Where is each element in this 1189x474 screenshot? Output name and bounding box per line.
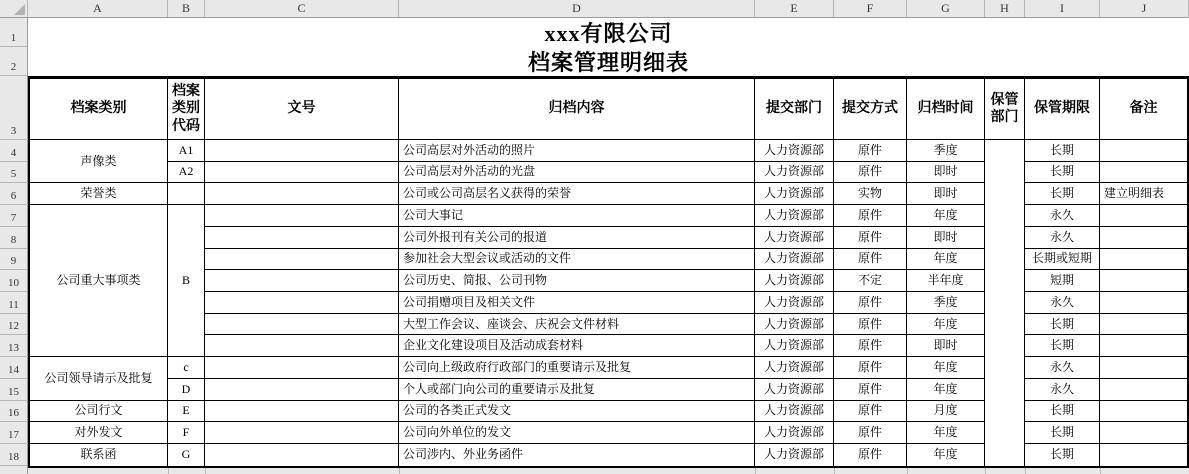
cell-period[interactable]: 长期 bbox=[1025, 140, 1100, 162]
cell-method[interactable]: 原件 bbox=[834, 401, 907, 423]
cell-category[interactable]: 荣誉类 bbox=[30, 183, 168, 205]
cell-note[interactable] bbox=[1100, 314, 1187, 336]
cell-note[interactable] bbox=[1100, 205, 1187, 227]
cell-time[interactable]: 年度 bbox=[907, 357, 985, 379]
cell-period[interactable]: 永久 bbox=[1025, 357, 1100, 379]
cell-doc-no[interactable] bbox=[205, 162, 399, 184]
cell-method[interactable]: 原件 bbox=[834, 249, 907, 271]
cell-code[interactable]: c bbox=[168, 357, 205, 379]
cell-content[interactable]: 公司大事记 bbox=[399, 205, 755, 227]
header-content[interactable]: 归档内容 bbox=[399, 79, 755, 140]
cell-method[interactable]: 原件 bbox=[834, 357, 907, 379]
cell-doc-no[interactable] bbox=[205, 292, 399, 314]
cell-dept[interactable]: 人力资源部 bbox=[755, 249, 834, 271]
cell-category[interactable]: 声像类 bbox=[30, 140, 168, 183]
cell-content[interactable]: 企业文化建设项目及活动成套材料 bbox=[399, 335, 755, 357]
cell-period[interactable]: 长期 bbox=[1025, 401, 1100, 423]
cell-time[interactable]: 半年度 bbox=[907, 270, 985, 292]
gridline-tick bbox=[1100, 468, 1101, 474]
column-header-b[interactable]: B bbox=[168, 0, 205, 17]
header-note[interactable]: 备注 bbox=[1100, 79, 1187, 140]
cell-content[interactable]: 公司或公司高层名义获得的荣誉 bbox=[399, 183, 755, 205]
cell-doc-no[interactable] bbox=[205, 227, 399, 249]
column-header-c[interactable]: C bbox=[205, 0, 399, 17]
column-header-j[interactable]: J bbox=[1100, 0, 1189, 17]
cell-dept[interactable]: 人力资源部 bbox=[755, 292, 834, 314]
cell-content[interactable]: 大型工作会议、座谈会、庆祝会文件材料 bbox=[399, 314, 755, 336]
cell-period[interactable]: 长期 bbox=[1025, 314, 1100, 336]
cell-code[interactable]: B bbox=[168, 205, 205, 357]
cell-content[interactable]: 公司涉内、外业务函件 bbox=[399, 444, 755, 466]
column-header-g[interactable]: G bbox=[907, 0, 985, 17]
row-header[interactable]: 5 bbox=[0, 162, 27, 184]
cell-doc-no[interactable] bbox=[205, 444, 399, 466]
cell-note[interactable] bbox=[1100, 444, 1187, 466]
cell-time[interactable]: 年度 bbox=[907, 379, 985, 401]
cell-time[interactable]: 即时 bbox=[907, 335, 985, 357]
cell-category[interactable]: 对外发文 bbox=[30, 422, 168, 444]
cell-method[interactable]: 原件 bbox=[834, 205, 907, 227]
cell-doc-no[interactable] bbox=[205, 379, 399, 401]
cell-method[interactable]: 实物 bbox=[834, 183, 907, 205]
cell-category[interactable]: 公司领导请示及批复 bbox=[30, 357, 168, 400]
cell-note[interactable] bbox=[1100, 249, 1187, 271]
cell-doc-no[interactable] bbox=[205, 249, 399, 271]
cell-time[interactable]: 年度 bbox=[907, 422, 985, 444]
cell-dept[interactable]: 人力资源部 bbox=[755, 162, 834, 184]
column-header-i[interactable]: I bbox=[1025, 0, 1100, 17]
gridline-tick bbox=[907, 468, 908, 474]
select-all-corner[interactable] bbox=[0, 0, 28, 17]
cell-content[interactable]: 公司高层对外活动的光盘 bbox=[399, 162, 755, 184]
cell-code[interactable]: G bbox=[168, 444, 205, 466]
column-header-f[interactable]: F bbox=[834, 0, 907, 17]
header-time[interactable]: 归档时间 bbox=[907, 79, 985, 140]
cell-content[interactable]: 公司的各类正式发文 bbox=[399, 401, 755, 423]
cell-content[interactable]: 参加社会大型会议或活动的文件 bbox=[399, 249, 755, 271]
row-header-strip bbox=[0, 18, 28, 474]
column-header-d[interactable]: D bbox=[399, 0, 755, 17]
cell-method[interactable]: 原件 bbox=[834, 292, 907, 314]
cell-doc-no[interactable] bbox=[205, 140, 399, 162]
cell-content[interactable]: 个人或部门向公司的重要请示及批复 bbox=[399, 379, 755, 401]
title-company[interactable]: xxx有限公司 bbox=[544, 21, 673, 46]
cell-dept[interactable]: 人力资源部 bbox=[755, 444, 834, 466]
gridline-tick bbox=[399, 468, 400, 474]
gridline-tick bbox=[168, 468, 169, 474]
cell-time[interactable]: 年度 bbox=[907, 314, 985, 336]
row-header[interactable]: 17 bbox=[0, 422, 27, 444]
column-header-e[interactable]: E bbox=[755, 0, 834, 17]
cell-method[interactable]: 不定 bbox=[834, 270, 907, 292]
header-keep-dept[interactable]: 保管部门 bbox=[985, 79, 1025, 140]
cell-doc-no[interactable] bbox=[205, 422, 399, 444]
cell-doc-no[interactable] bbox=[205, 335, 399, 357]
cell-dept[interactable]: 人力资源部 bbox=[755, 270, 834, 292]
cell-note[interactable] bbox=[1100, 357, 1187, 379]
column-header-strip bbox=[0, 0, 1189, 18]
cell-keep-dept[interactable] bbox=[985, 140, 1025, 466]
cell-dept[interactable]: 人力资源部 bbox=[755, 314, 834, 336]
gridline-tick bbox=[205, 468, 206, 474]
cell-method[interactable]: 原件 bbox=[834, 335, 907, 357]
cell-period[interactable]: 长期 bbox=[1025, 183, 1100, 205]
row-header[interactable]: 4 bbox=[0, 140, 27, 162]
cell-category[interactable]: 公司重大事项类 bbox=[30, 205, 168, 357]
cell-note[interactable] bbox=[1100, 422, 1187, 444]
cell-content[interactable]: 公司捐赠项目及相关文件 bbox=[399, 292, 755, 314]
cell-method[interactable]: 原件 bbox=[834, 227, 907, 249]
cell-time[interactable]: 即时 bbox=[907, 183, 985, 205]
cell-code[interactable]: A1 bbox=[168, 140, 205, 162]
row-header[interactable]: 1 bbox=[0, 18, 27, 47]
cell-content[interactable]: 公司历史、简报、公司刊物 bbox=[399, 270, 755, 292]
cell-code[interactable]: F bbox=[168, 422, 205, 444]
cell-dept[interactable]: 人力资源部 bbox=[755, 205, 834, 227]
cell-time[interactable]: 季度 bbox=[907, 140, 985, 162]
cell-time[interactable]: 年度 bbox=[907, 205, 985, 227]
row-header[interactable]: 6 bbox=[0, 183, 27, 205]
cell-doc-no[interactable] bbox=[205, 401, 399, 423]
cell-dept[interactable]: 人力资源部 bbox=[755, 422, 834, 444]
gridline-tick bbox=[1025, 468, 1026, 474]
cell-note[interactable] bbox=[1100, 335, 1187, 357]
header-code[interactable]: 档案类别代码 bbox=[168, 79, 205, 140]
cell-time[interactable]: 年度 bbox=[907, 444, 985, 466]
cell-content[interactable]: 公司外报刊有关公司的报道 bbox=[399, 227, 755, 249]
gridline-tick bbox=[834, 468, 835, 474]
cell-method[interactable]: 原件 bbox=[834, 140, 907, 162]
cell-note[interactable] bbox=[1100, 292, 1187, 314]
cell-period[interactable]: 长期或短期 bbox=[1025, 249, 1100, 271]
cell-time[interactable]: 即时 bbox=[907, 227, 985, 249]
row-header[interactable]: 11 bbox=[0, 292, 27, 314]
select-all-icon bbox=[14, 4, 25, 15]
cell-doc-no[interactable] bbox=[205, 205, 399, 227]
cell-period[interactable]: 永久 bbox=[1025, 227, 1100, 249]
header-category[interactable]: 档案类别 bbox=[30, 79, 168, 140]
cell-code[interactable]: D bbox=[168, 379, 205, 401]
header-method[interactable]: 提交方式 bbox=[834, 79, 907, 140]
row-header[interactable]: 12 bbox=[0, 314, 27, 336]
cell-content[interactable]: 公司向外单位的发文 bbox=[399, 422, 755, 444]
cell-method[interactable]: 原件 bbox=[834, 444, 907, 466]
cell-time[interactable]: 即时 bbox=[907, 162, 985, 184]
cell-period[interactable]: 长期 bbox=[1025, 162, 1100, 184]
cell-note[interactable] bbox=[1100, 379, 1187, 401]
cell-time[interactable]: 季度 bbox=[907, 292, 985, 314]
row-header[interactable]: 16 bbox=[0, 401, 27, 423]
header-doc-no[interactable]: 文号 bbox=[205, 79, 399, 140]
cell-period[interactable]: 永久 bbox=[1025, 205, 1100, 227]
cell-note[interactable] bbox=[1100, 162, 1187, 184]
gridline-tick bbox=[755, 468, 756, 474]
cell-method[interactable]: 原件 bbox=[834, 162, 907, 184]
cell-note[interactable] bbox=[1100, 270, 1187, 292]
row-header[interactable]: 7 bbox=[0, 205, 27, 227]
cell-code[interactable] bbox=[168, 183, 205, 205]
row-header[interactable]: 8 bbox=[0, 227, 27, 249]
cell-period[interactable]: 短期 bbox=[1025, 270, 1100, 292]
column-header-a[interactable]: A bbox=[28, 0, 168, 17]
cell-dept[interactable]: 人力资源部 bbox=[755, 140, 834, 162]
cell-time[interactable]: 年度 bbox=[907, 249, 985, 271]
cell-period[interactable]: 长期 bbox=[1025, 335, 1100, 357]
cell-dept[interactable]: 人力资源部 bbox=[755, 357, 834, 379]
cell-dept[interactable]: 人力资源部 bbox=[755, 401, 834, 423]
cell-dept[interactable]: 人力资源部 bbox=[755, 227, 834, 249]
cell-dept[interactable]: 人力资源部 bbox=[755, 335, 834, 357]
cell-period[interactable]: 长期 bbox=[1025, 444, 1100, 466]
row-header[interactable]: 2 bbox=[0, 47, 27, 76]
header-dept[interactable]: 提交部门 bbox=[755, 79, 834, 140]
row-header[interactable]: 10 bbox=[0, 270, 27, 292]
cell-category[interactable]: 公司行文 bbox=[30, 401, 168, 423]
cell-content[interactable]: 公司高层对外活动的照片 bbox=[399, 140, 755, 162]
cell-period[interactable]: 永久 bbox=[1025, 379, 1100, 401]
cell-period[interactable]: 长期 bbox=[1025, 422, 1100, 444]
cell-method[interactable]: 原件 bbox=[834, 379, 907, 401]
cell-code[interactable]: E bbox=[168, 401, 205, 423]
cell-period[interactable]: 永久 bbox=[1025, 292, 1100, 314]
cell-code[interactable]: A2 bbox=[168, 162, 205, 184]
column-header-h[interactable]: H bbox=[985, 0, 1025, 17]
title-subtitle[interactable]: 档案管理明细表 bbox=[527, 50, 689, 75]
cell-note[interactable] bbox=[1100, 140, 1187, 162]
cell-note[interactable]: 建立明细表 bbox=[1100, 183, 1187, 205]
row-header[interactable]: 9 bbox=[0, 249, 27, 271]
cell-content[interactable]: 公司向上级政府行政部门的重要请示及批复 bbox=[399, 357, 755, 379]
row-header[interactable]: 15 bbox=[0, 379, 27, 401]
row-header[interactable]: 18 bbox=[0, 444, 27, 466]
cell-dept[interactable]: 人力资源部 bbox=[755, 379, 834, 401]
cell-doc-no[interactable] bbox=[205, 270, 399, 292]
cell-doc-no[interactable] bbox=[205, 314, 399, 336]
archive-table bbox=[28, 76, 1189, 468]
row-header[interactable]: 14 bbox=[0, 357, 27, 379]
cell-dept[interactable]: 人力资源部 bbox=[755, 183, 834, 205]
partial-next-row bbox=[28, 468, 1189, 474]
cell-method[interactable]: 原件 bbox=[834, 422, 907, 444]
cell-note[interactable] bbox=[1100, 227, 1187, 249]
cell-time[interactable]: 月度 bbox=[907, 401, 985, 423]
row-header[interactable]: 3 bbox=[0, 76, 27, 140]
cell-doc-no[interactable] bbox=[205, 183, 399, 205]
cell-doc-no[interactable] bbox=[205, 357, 399, 379]
cell-category[interactable]: 联系函 bbox=[30, 444, 168, 466]
header-period[interactable]: 保管期限 bbox=[1025, 79, 1100, 140]
cell-method[interactable]: 原件 bbox=[834, 314, 907, 336]
cell-note[interactable] bbox=[1100, 401, 1187, 423]
gridline-tick bbox=[985, 468, 986, 474]
row-header[interactable]: 13 bbox=[0, 335, 27, 357]
